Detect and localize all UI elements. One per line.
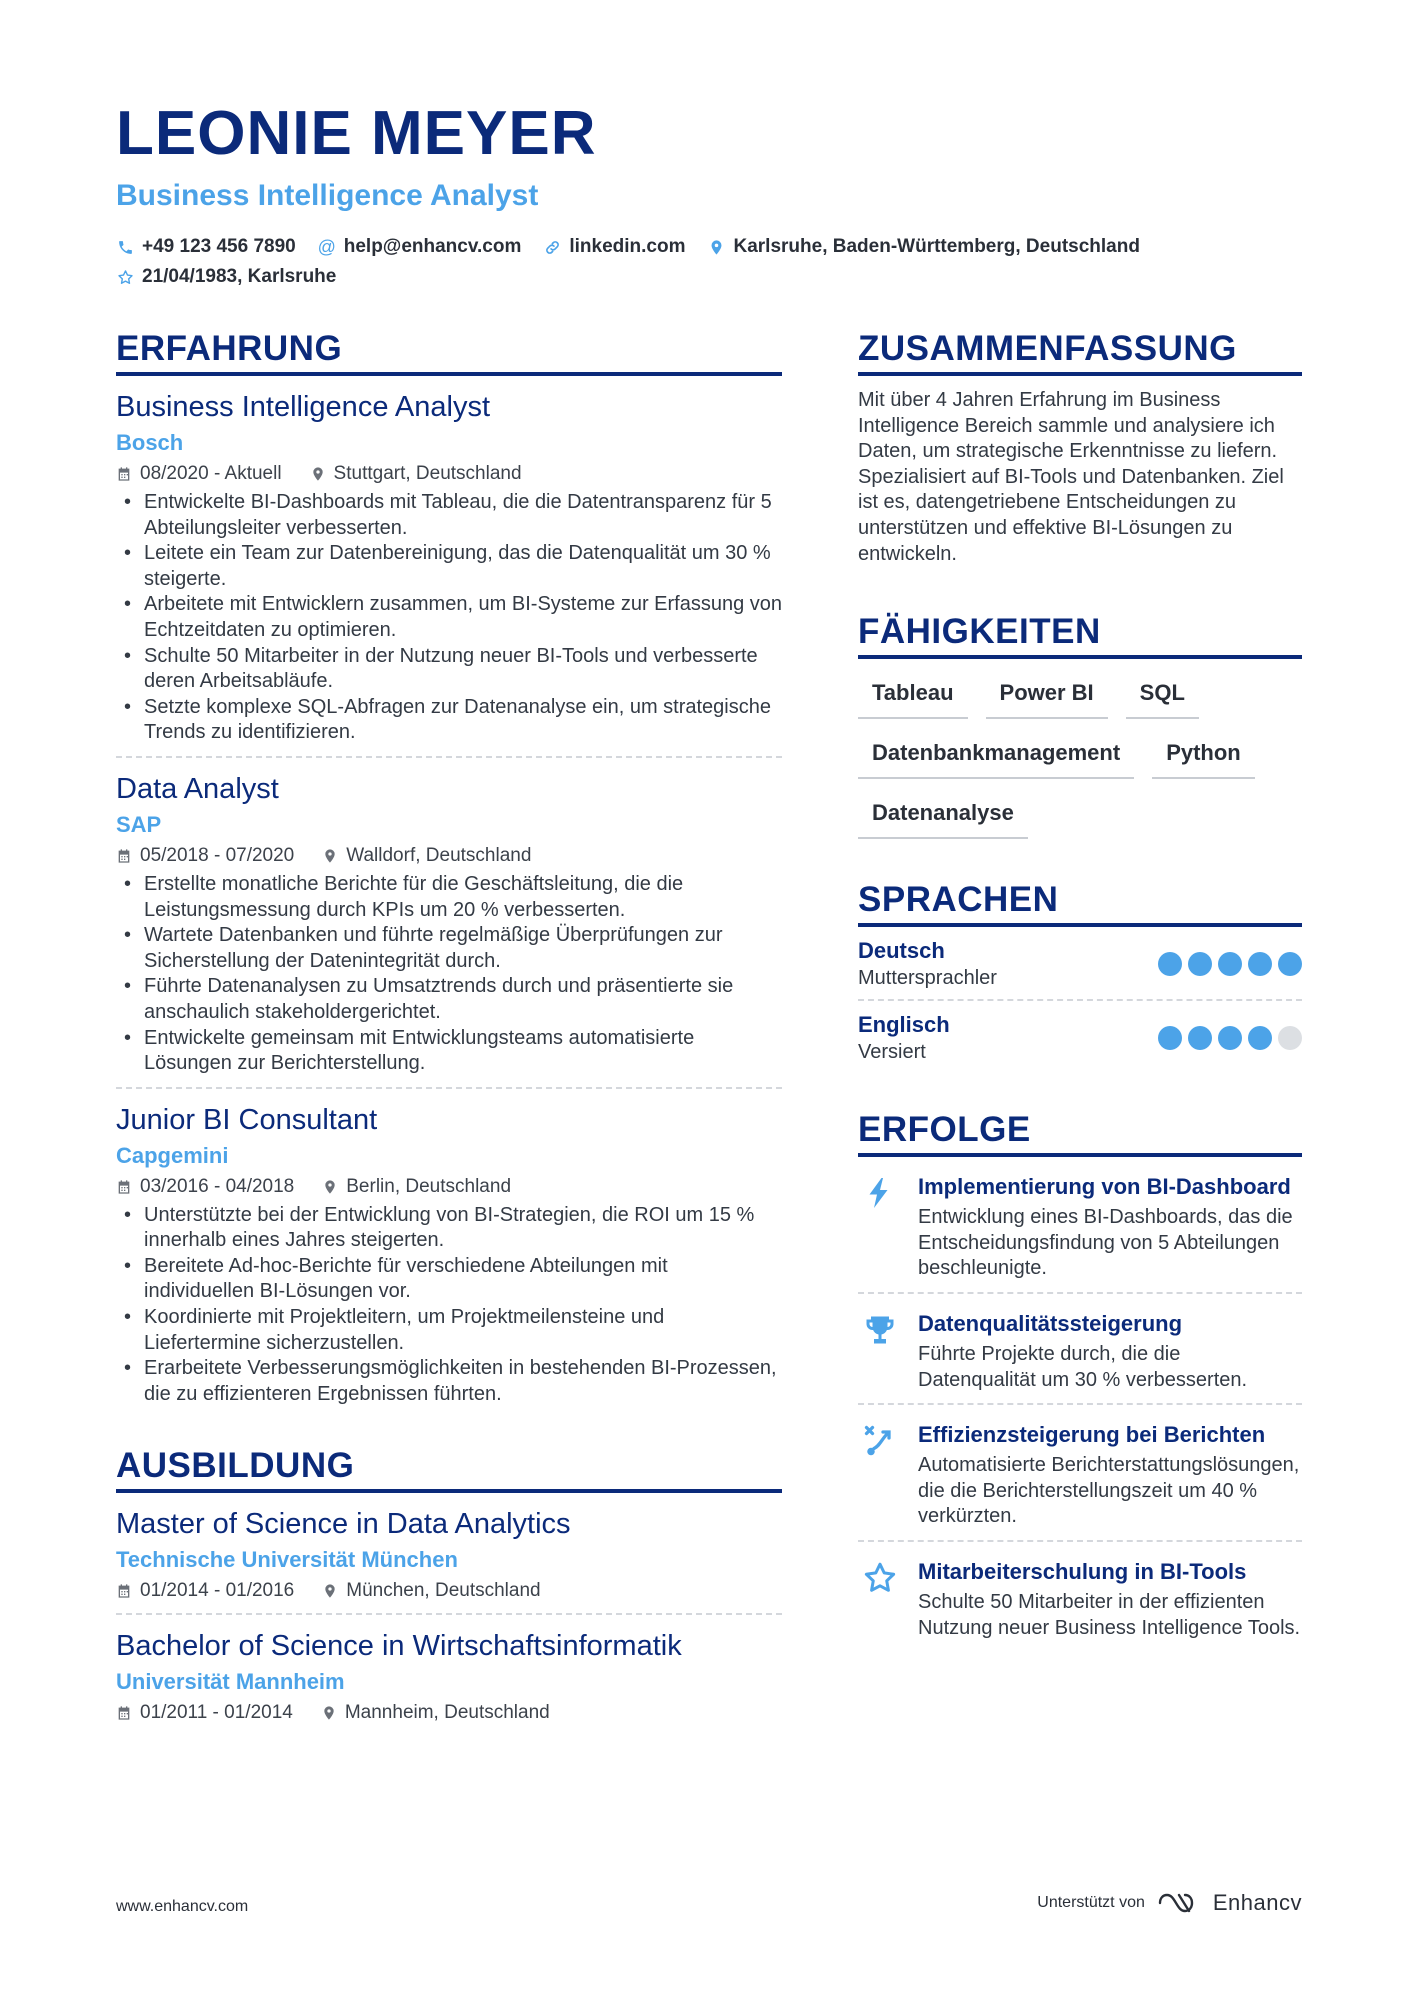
achievement-entry: [858, 1405, 1302, 1542]
education-meta: [116, 1577, 782, 1605]
bullet-item: • Schulte 50 Mitarbeiter in der Nutzung neuer BI-Tools und verbesserte deren Arbeitsabläufe.: [116, 644, 782, 695]
job-meta: [116, 1173, 782, 1201]
language-rating: [1152, 952, 1302, 976]
contact-email-text: help@enhancv.com: [343, 236, 522, 257]
star-icon: [116, 268, 134, 286]
skill-tag: Power BI: [986, 671, 1108, 719]
bullet-item: • Koordinierte mit Projektleitern, um Projektmeilensteine und Liefertermine sicherzustellen.: [116, 1305, 782, 1356]
bullet-item: • Arbeitete mit Entwicklern zusammen, um BI-Systeme zur Erfassung von Echtzeitdaten zu optimieren.: [116, 592, 782, 643]
language-entry: [858, 1001, 1302, 1073]
job-dates: 05/2018 - 07/2020: [140, 844, 295, 866]
location-icon: [321, 1705, 337, 1721]
achievement-entry: [858, 1157, 1302, 1294]
job-company: Capgemini: [116, 1142, 229, 1168]
education-location: Mannheim, Deutschland: [344, 1702, 550, 1724]
job-dates: 08/2020 - Aktuell: [140, 463, 282, 484]
bullet-item: • Unterstützte bei der Entwicklung von BI-Strategien, die ROI um 15 % innerhalb eines Jahres steigerten.: [116, 1203, 782, 1254]
brand-name: Enhancv: [1212, 1890, 1302, 1915]
skill-tag: Datenbankmanagement: [858, 731, 1134, 779]
bullet-item: • Führte Datenanalysen zu Umsatztrends durch und präsentierte sie anschaulich stakeholdergerichtet.: [116, 974, 782, 1025]
job-meta: [116, 842, 782, 870]
achievements-heading: ERFOLGE: [858, 1109, 1302, 1157]
job-location: Berlin, Deutschland: [346, 1175, 512, 1197]
rating-dot-filled: [1278, 952, 1302, 976]
bullet-item: • Entwickelte gemeinsam mit Entwicklungsteams automatisierte Lösungen zur Berichterstellung.: [116, 1026, 782, 1077]
bullet-item: • Wartete Datenbanken und führte regelmäßige Überprüfungen zur Sicherstellung der Datenintegrität durch.: [116, 923, 782, 974]
powered-by-label: Unterstützt von: [1037, 1894, 1145, 1911]
contact-location: [708, 232, 1140, 262]
location-icon: [322, 848, 338, 864]
job-role: Business Intelligence Analyst: [116, 391, 490, 423]
job-company: Bosch: [116, 430, 184, 455]
calendar-icon: [116, 1705, 132, 1721]
location-icon: [310, 466, 326, 482]
rating-dot-empty: [1278, 1026, 1302, 1050]
location-icon: [322, 1179, 338, 1195]
contact-list: [116, 232, 1296, 292]
rating-dot-filled: [1248, 1026, 1272, 1050]
strategy-icon: [862, 1423, 898, 1459]
language-level: Muttersprachler: [858, 967, 997, 990]
skills-list: [858, 671, 1302, 851]
education-entry: [116, 1615, 782, 1735]
star-outline-icon: [862, 1560, 898, 1596]
skill-tag: Datenanalyse: [858, 791, 1028, 839]
job-role: Junior BI Consultant: [116, 1103, 378, 1136]
contact-linkedin[interactable]: [543, 232, 685, 262]
education-location: München, Deutschland: [346, 1580, 541, 1602]
achievement-title: Datenqualitätssteigerung: [918, 1310, 1183, 1336]
contact-email[interactable]: [318, 232, 522, 262]
rating-dot-filled: [1188, 1026, 1212, 1050]
rating-dot-filled: [1218, 1026, 1242, 1050]
rating-dot-filled: [1248, 952, 1272, 976]
calendar-icon: [116, 1583, 132, 1599]
job-company: SAP: [116, 811, 162, 837]
bullet-item: • Setzte komplexe SQL-Abfragen zur Datenanalyse ein, um strategische Trends zu identifizieren.: [116, 695, 782, 746]
phone-icon: [116, 238, 134, 256]
achievement-desc: Automatisierte Berichterstattungslösungen, die die Berichterstellungszeit um 40 % verkürzten.: [918, 1454, 1300, 1528]
education-dates: 01/2014 - 01/2016: [140, 1580, 295, 1602]
contact-phone[interactable]: [116, 232, 296, 262]
bullet-item: • Erarbeitete Verbesserungsmöglichkeiten in bestehenden BI-Prozessen, die zu effizienteren Ergebnissen führten.: [116, 1356, 782, 1407]
contact-location-text: Karlsruhe, Baden-Württemberg, Deutschland: [733, 236, 1140, 257]
school: Universität Mannheim: [116, 1669, 345, 1695]
achievement-entry: [858, 1542, 1302, 1651]
achievement-desc: Führte Projekte durch, die die Datenqualität um 30 % verbesserten.: [918, 1342, 1248, 1391]
job-meta: [116, 460, 782, 488]
location-icon: [322, 1583, 338, 1599]
at-icon: @: [317, 236, 336, 257]
education-dates: 01/2011 - 01/2014: [140, 1702, 293, 1724]
job-entry: [116, 376, 782, 758]
right-column: [858, 328, 1302, 1651]
rating-dot-filled: [1218, 952, 1242, 976]
lightning-icon: [862, 1175, 898, 1211]
location-icon: [708, 238, 726, 256]
job-dates: 03/2016 - 04/2018: [140, 1175, 295, 1197]
enhancv-logo: [1157, 1890, 1302, 1916]
education-meta: [116, 1699, 782, 1727]
rating-dot-filled: [1158, 1026, 1182, 1050]
job-bullets: [116, 490, 782, 746]
job-bullets: [116, 872, 782, 1077]
degree: Bachelor of Science in Wirtschaftsinformatik: [116, 1630, 682, 1663]
contact-linkedin-text: linkedin.com: [569, 236, 686, 257]
bullet-item: • Bereitete Ad-hoc-Berichte für verschiedene Abteilungen mit individuellen BI-Lösungen vor.: [116, 1254, 782, 1305]
footer-website[interactable]: www.enhancv.com: [116, 1898, 249, 1915]
rating-dot-filled: [1158, 952, 1182, 976]
candidate-name: LEONIE MEYER: [116, 99, 597, 168]
language-entry: [858, 927, 1302, 1001]
link-icon: [543, 238, 561, 256]
language-rating: [1152, 1026, 1302, 1050]
education-entry: [116, 1493, 782, 1615]
resume-header: [116, 98, 1296, 292]
languages-heading: SPRACHEN: [858, 879, 1302, 927]
candidate-title: Business Intelligence Analyst: [116, 179, 539, 212]
education-heading: AUSBILDUNG: [116, 1445, 782, 1493]
degree: Master of Science in Data Analytics: [116, 1508, 571, 1541]
calendar-icon: [116, 848, 132, 864]
skills-heading: FÄHIGKEITEN: [858, 611, 1302, 659]
job-bullets: [116, 1203, 782, 1408]
skill-tag: Tableau: [858, 671, 968, 719]
job-entry: [116, 1089, 782, 1418]
language-name: Deutsch: [858, 938, 945, 964]
bullet-item: • Entwickelte BI-Dashboards mit Tableau, die die Datentransparenz für 5 Abteilungsleiter verbesserten.: [116, 490, 782, 541]
contact-phone-text: +49 123 456 7890: [142, 236, 296, 257]
achievement-desc: Entwicklung eines BI-Dashboards, das die Entscheidungsfindung von 5 Abteilungen beschleunigte.: [918, 1206, 1293, 1280]
footer-powered-by[interactable]: [1037, 1890, 1302, 1916]
rating-dot-filled: [1188, 952, 1212, 976]
job-location: Stuttgart, Deutschland: [333, 463, 522, 484]
achievement-title: Implementierung von BI-Dashboard: [918, 1174, 1291, 1200]
achievement-entry: [858, 1294, 1302, 1405]
achievement-title: Effizienzsteigerung bei Berichten: [918, 1422, 1266, 1448]
summary-text: Mit über 4 Jahren Erfahrung im Business Intelligence Bereich sammle und analysiere ich Daten, um strategische Erkenntnisse zu liefern. Spezialisiert auf BI-Tools und Datenbanken. Ziel ist es, datengetriebene Entscheidungen zu unterstützen und effektive BI-Lösungen zu entwickeln.: [858, 389, 1284, 565]
calendar-icon: [116, 1179, 132, 1195]
skill-tag: Python: [1152, 731, 1255, 779]
job-location: Walldorf, Deutschland: [346, 844, 532, 866]
contact-birth: [116, 262, 336, 292]
language-name: Englisch: [858, 1012, 950, 1038]
trophy-icon: [862, 1312, 898, 1348]
bullet-item: • Erstellte monatliche Berichte für die Geschäftsleitung, die die Leistungsmessung durch KPIs um 20 % verbesserten.: [116, 872, 782, 923]
enhancv-logo-icon: [1157, 1890, 1205, 1916]
language-level: Versiert: [858, 1041, 926, 1064]
job-entry: [116, 758, 782, 1089]
achievement-desc: Schulte 50 Mitarbeiter in der effizienten Nutzung neuer Business Intelligence Tools.: [918, 1590, 1301, 1639]
summary-heading: ZUSAMMENFASSUNG: [858, 328, 1302, 376]
experience-heading: ERFAHRUNG: [116, 328, 782, 376]
skill-tag: SQL: [1126, 671, 1199, 719]
job-role: Data Analyst: [116, 772, 279, 805]
left-column: [116, 328, 782, 1735]
achievement-title: Mitarbeiterschulung in BI-Tools: [918, 1558, 1247, 1584]
calendar-icon: [116, 466, 132, 482]
school: Technische Universität München: [116, 1547, 458, 1573]
bullet-item: • Leitete ein Team zur Datenbereinigung, das die Datenqualität um 30 % steigerte.: [116, 541, 782, 592]
contact-birth-text: 21/04/1983, Karlsruhe: [142, 266, 337, 287]
